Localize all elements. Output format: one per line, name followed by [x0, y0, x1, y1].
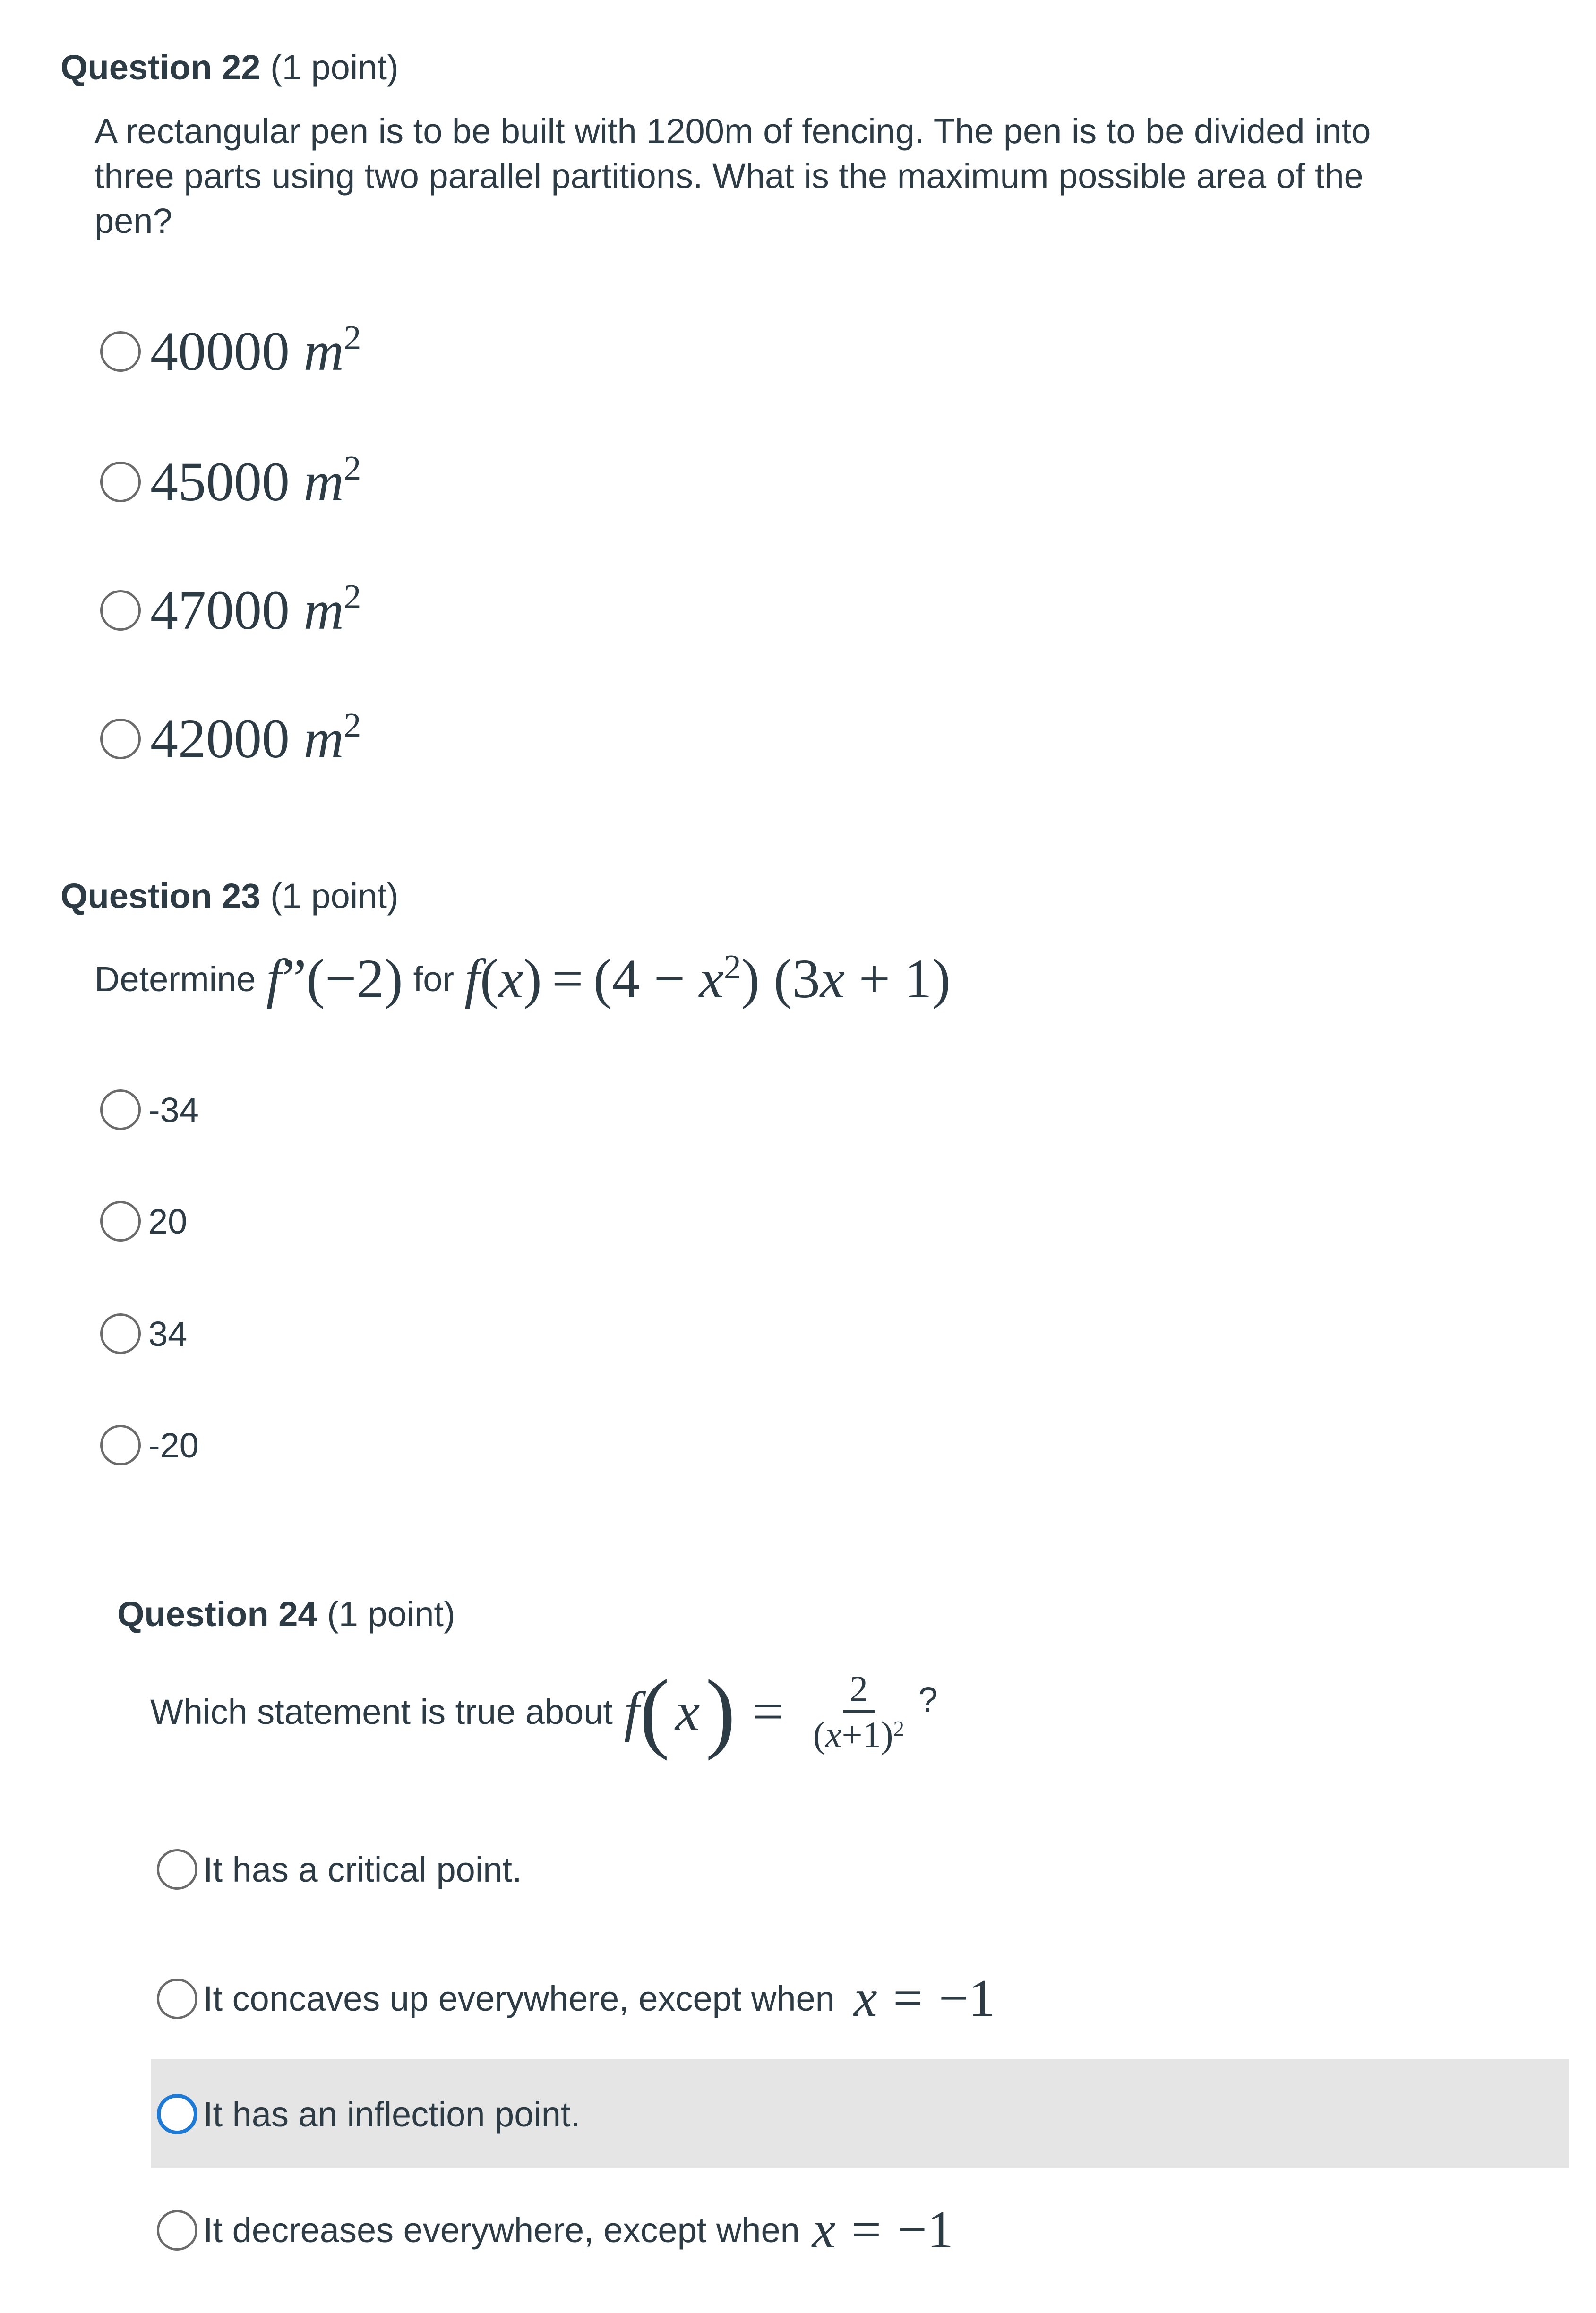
question-connector: for — [413, 959, 455, 999]
answer-option-22-a[interactable] — [100, 319, 361, 384]
question-points: (1 point) — [327, 1594, 455, 1634]
math-expression: x = −1 — [812, 2201, 954, 2259]
question-text-line: three parts using two parallel partitions. What is the maximum possible area of the — [94, 156, 1364, 196]
answer-label: It has a critical point. — [203, 1850, 522, 1889]
answer-value: 45000 $m^2$ — [150, 449, 361, 513]
answer-option-24-a[interactable] — [157, 1849, 522, 1890]
radio-button[interactable] — [100, 1313, 141, 1354]
answer-option-23-d[interactable] — [100, 1425, 199, 1465]
question-prefix: Determine — [94, 959, 256, 999]
radio-button[interactable] — [157, 1979, 197, 2019]
question-23-text — [94, 947, 951, 1011]
fraction: $\frac{2}{(x+1)^2}$ — [813, 1668, 904, 1755]
radio-button[interactable] — [100, 1089, 141, 1130]
question-number: Question 22 — [60, 48, 261, 87]
radio-button[interactable] — [157, 1849, 197, 1890]
math-expression: f ( x ) = $\frac{2}{(x+1)^2}$ — [624, 1667, 917, 1756]
answer-option-23-b[interactable] — [100, 1201, 187, 1242]
answer-option-22-d[interactable] — [100, 707, 361, 771]
answer-label: It has an inflection point. — [203, 2094, 581, 2134]
question-points: (1 point) — [270, 876, 399, 916]
math-expression: $f(x) = (4 - x^2)$ (3x + 1) — [464, 947, 951, 1010]
radio-button[interactable] — [100, 590, 141, 631]
answer-option-24-c[interactable] — [157, 2094, 580, 2134]
answer-option-24-d[interactable] — [157, 2200, 953, 2261]
answer-option-22-b[interactable] — [100, 450, 361, 514]
answer-label: -20 — [148, 1425, 199, 1465]
question-prefix: Which statement is true about — [150, 1692, 613, 1731]
answer-label: 34 — [148, 1314, 188, 1354]
radio-button[interactable] — [157, 2094, 197, 2134]
answer-label: 20 — [148, 1201, 188, 1241]
answer-option-23-a[interactable] — [100, 1089, 199, 1130]
math-expression: f”(−2) — [266, 948, 403, 1010]
question-24-text — [150, 1662, 938, 1761]
question-22-header — [60, 50, 399, 85]
answer-value: 40000 $m^2$ — [150, 318, 361, 382]
question-23-header — [60, 876, 399, 916]
question-number: Question 23 — [60, 876, 261, 916]
question-22-text — [94, 109, 1371, 243]
answer-value: 42000 $m^2$ — [150, 706, 361, 770]
answer-label: -34 — [148, 1090, 199, 1130]
question-number: Question 24 — [117, 1594, 317, 1634]
question-24-header — [117, 1594, 455, 1634]
radio-button[interactable] — [100, 719, 141, 759]
answer-value: 47000 $m^2$ — [150, 577, 361, 641]
question-text-line: A rectangular pen is to be built with 1200m of fencing. The pen is to be divided into — [94, 111, 1371, 151]
radio-button[interactable] — [157, 2210, 197, 2251]
question-text-line: pen? — [94, 201, 172, 240]
radio-button[interactable] — [100, 462, 141, 502]
answer-option-24-b[interactable] — [157, 1968, 995, 2029]
answer-option-22-c[interactable] — [100, 578, 361, 642]
answer-label: It concaves up everywhere, except when — [203, 1979, 835, 2018]
math-expression: x = −1 — [853, 1969, 995, 2028]
radio-button[interactable] — [100, 331, 141, 372]
question-suffix: ? — [918, 1679, 938, 1719]
radio-button[interactable] — [100, 1425, 141, 1465]
question-points: (1 point) — [270, 48, 399, 87]
radio-button[interactable] — [100, 1201, 141, 1242]
answer-option-23-c[interactable] — [100, 1313, 187, 1354]
answer-label: It decreases everywhere, except when — [203, 2210, 800, 2250]
